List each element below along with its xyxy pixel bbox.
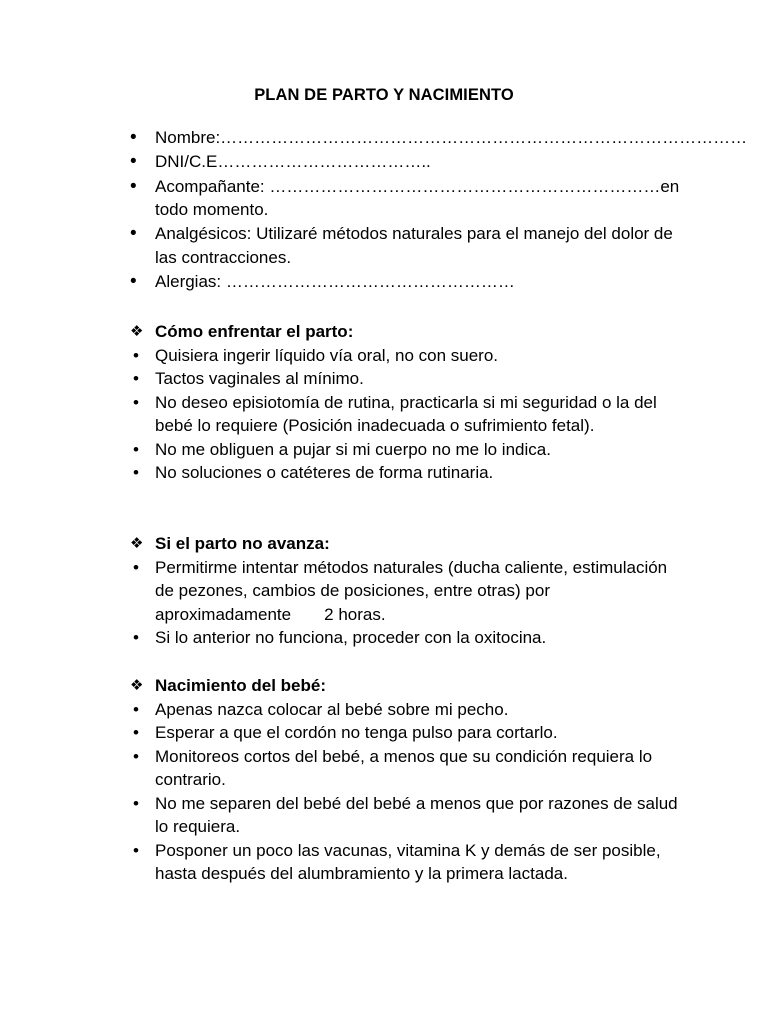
bullet-icon: • xyxy=(130,223,137,245)
section-parto-no-avanza xyxy=(130,532,690,650)
diamond-bullet-icon: ❖ xyxy=(130,535,144,552)
bullet-icon: • xyxy=(133,723,139,742)
info-item-dni: • DNI/C.E……………………………….. xyxy=(130,151,431,173)
info-item-alergias: • Alergias: …………………………………………… xyxy=(130,271,515,293)
bullet-icon: • xyxy=(130,175,137,197)
list-item: • Posponer un poco las vacunas, vitamina K y demás de ser posible, hasta después del alumbramiento y la primera lactada. xyxy=(133,840,661,883)
personal-info-list xyxy=(130,126,748,294)
section-heading: ❖ Si el parto no avanza: xyxy=(130,532,690,556)
bullet-icon: • xyxy=(133,628,139,647)
info-item-nombre: • Nombre:………………………………………………………………………………… xyxy=(130,127,748,148)
section-list xyxy=(130,344,690,485)
bullet-icon: • xyxy=(133,746,139,766)
info-item-analgesicos: • Analgésicos: Utilizaré métodos naturales para el manejo del dolor de las contracciones. xyxy=(130,223,673,267)
bullet-icon: • xyxy=(133,392,139,412)
list-item: • Tactos vaginales al mínimo. xyxy=(130,367,690,391)
list-item: • Esperar a que el cordón no tenga pulso para cortarlo. xyxy=(130,721,690,745)
list-item: • No deseo episiotomía de rutina, practicarla si mi seguridad o la del bebé lo requiere (Posición inadecuada o sufrimiento fetal). xyxy=(133,392,657,435)
section-heading: ❖ Nacimiento del bebé: xyxy=(130,674,690,698)
section-heading: ❖ Cómo enfrentar el parto: xyxy=(130,320,690,344)
list-item: • Monitoreos cortos del bebé, a menos que su condición requiera lo contrario. xyxy=(133,746,653,789)
list-item: • Apenas nazca colocar al bebé sobre mi pecho. xyxy=(130,698,690,722)
list-item: • Permitirme intentar métodos naturales (ducha caliente, estimulación de pezones, cambios de posiciones, entre otras) por aproximadamente 2 horas. xyxy=(133,557,672,624)
bullet-icon: • xyxy=(133,557,139,577)
section-list xyxy=(130,698,690,886)
bullet-icon: • xyxy=(133,793,139,813)
diamond-bullet-icon: ❖ xyxy=(130,677,144,694)
section-list xyxy=(130,556,690,650)
bullet-icon: • xyxy=(130,151,137,173)
bullet-icon: • xyxy=(133,439,139,459)
list-item: • Si lo anterior no funciona, proceder con la oxitocina. xyxy=(130,626,690,650)
document-title: PLAN DE PARTO Y NACIMIENTO xyxy=(254,86,514,104)
section-nacimiento-bebe xyxy=(130,674,690,886)
list-item: • No soluciones o catéteres de forma rutinaria. xyxy=(130,461,690,485)
list-item: • Quisiera ingerir líquido vía oral, no con suero. xyxy=(130,344,690,368)
section-como-enfrentar-parto xyxy=(130,320,690,485)
diamond-bullet-icon: ❖ xyxy=(130,323,144,340)
bullet-icon: • xyxy=(130,271,137,293)
list-item: • No me obliguen a pujar si mi cuerpo no me lo indica. xyxy=(130,438,690,462)
info-item-acompanante: • Acompañante: ……………………………………………………………en todo momento. xyxy=(130,175,680,220)
bullet-icon: • xyxy=(130,127,137,148)
bullet-icon: • xyxy=(133,699,139,719)
bullet-icon: • xyxy=(133,463,139,482)
bullet-icon: • xyxy=(133,345,139,365)
bullet-icon: • xyxy=(133,369,139,388)
bullet-icon: • xyxy=(133,840,139,860)
list-item: • No me separen del bebé del bebé a menos que por razones de salud lo requiera. xyxy=(133,793,678,836)
